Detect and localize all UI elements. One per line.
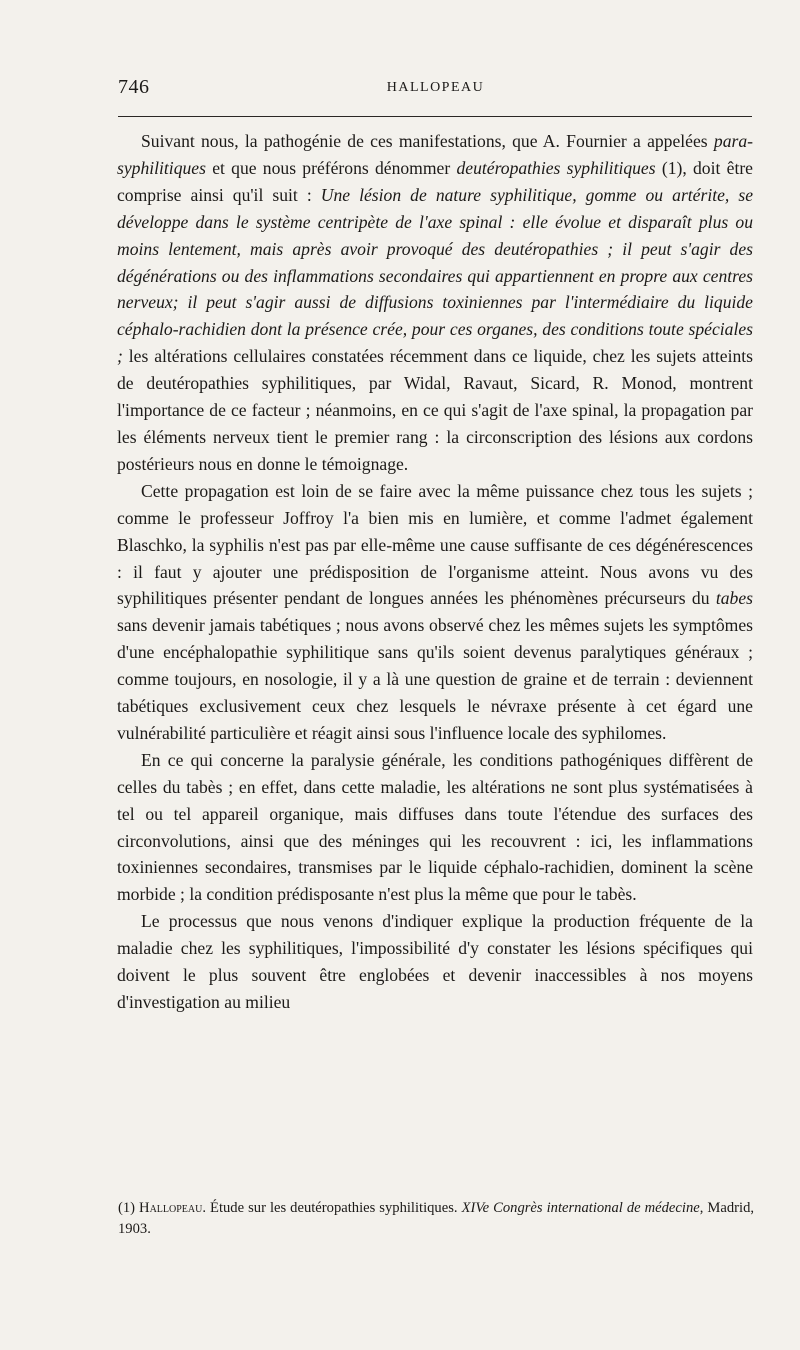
header-rule (118, 116, 752, 117)
paragraph (117, 128, 753, 478)
footnote (118, 1198, 754, 1240)
text-run: , Madrid, 1903. (118, 1200, 755, 1237)
text-run: Le processus que nous venons d'indiquer explique la production fréquente de la maladie chez les syphilitiques, l'impossibilité d'y constater les lésions spécifiques qui doivent le plus souvent être englobées et devenir inaccessibles à nos moyens d'investigation au milieu (117, 911, 753, 1012)
text-run: sans devenir jamais tabétiques ; nous avons observé chez les mêmes sujets les symptômes d'une encéphalopathie syphilitique sans qu'ils soient devenus paralytiques généraux ; comme toujours, en nosologie, il y a là une question de graine et de terrain : deviennent tabétiques exclusivement ceux chez lesquels le névraxe présente à cet égard une vulnérabilité particulière et réagit ainsi sous l'influence locale des syphilomes. (117, 615, 753, 743)
text-run: Suivant nous, la pathogénie de ces manifestations, que A. Fournier a appelées (141, 131, 714, 151)
text-run: et que nous préférons dénommer (205, 157, 457, 178)
footnote-text (118, 1198, 754, 1240)
italic-run: XIVe Congrès international de médecine (461, 1200, 700, 1216)
text-run: (1), doit être comprise ainsi qu'il suit : (117, 157, 753, 205)
paragraph (117, 747, 753, 908)
body-text (117, 128, 753, 1016)
small-caps-run: Hallopeau (139, 1200, 203, 1216)
running-head: HALLOPEAU (386, 80, 485, 95)
italic-run: Une lésion de nature syphilitique, gomme ou artérite, se développe dans le système centripète de l'axe spinal : elle évolue et disparaît plus ou moins lentement, mais après avoir provoqué des deutéropathies ; il peut s'agir des dégénérations ou des inflammations secondaires qui appartiennent en propre aux centres nerveux; il peut s'agir aussi de diffusions toxiniennes par l'intermédiaire du liquide céphalo-rachidien dont la présence crée, pour ces organes, des conditions toute spéciales ; (117, 184, 754, 367)
text-run: . Étude sur les deutéropathies syphilitiques. (202, 1200, 462, 1216)
italic-run: para-syphilitiques (117, 131, 753, 178)
paragraph (117, 908, 753, 1016)
paragraph (117, 478, 753, 747)
text-run: En ce qui concerne la paralysie générale, les conditions pathogéniques diffèrent de celles du tabès ; en effet, dans cette maladie, les altérations ne sont plus systématisées à tel ou tel appareil organique, mais diffuses dans toute l'étendue des surfaces des circonvolutions, ainsi que des méninges qui les recouvrent : ici, les inflammations toxiniennes secondaires, transmises par le liquide céphalo-rachidien, dominent la scène morbide ; la condition prédisposante n'est plus la même que pour le tabès. (117, 749, 753, 905)
text-run: Cette propagation est loin de se faire avec la même puissance chez tous les sujets ; comme le professeur Joffroy l'a bien mis en lumière, et comme l'admet également Blaschko, la syphilis n'est pas par elle-même une cause suffisante de ces dégénérescences : il faut y ajouter une prédisposition de l'organisme atteint. Nous avons vu des syphilitiques présenter pendant de longues années les phénomènes précurseurs du (117, 480, 753, 609)
page-header (118, 76, 753, 102)
italic-run: tabes (715, 588, 753, 609)
page-number: 746 (118, 76, 150, 98)
text-run: (1) (118, 1200, 140, 1216)
text-run: les altérations cellulaires constatées récemment dans ce liquide, chez les sujets atteints de deutéropathies syphilitiques, par Widal, Ravaut, Sicard, R. Monod, montrent l'importance de ce facteur ; néanmoins, en ce qui s'agit de l'axe spinal, la propagation par les éléments nerveux tient le premier rang : la circonscription des lésions aux cordons postérieurs nous en donne le témoignage. (117, 346, 753, 474)
italic-run: deutéropathies syphilitiques (456, 157, 656, 178)
